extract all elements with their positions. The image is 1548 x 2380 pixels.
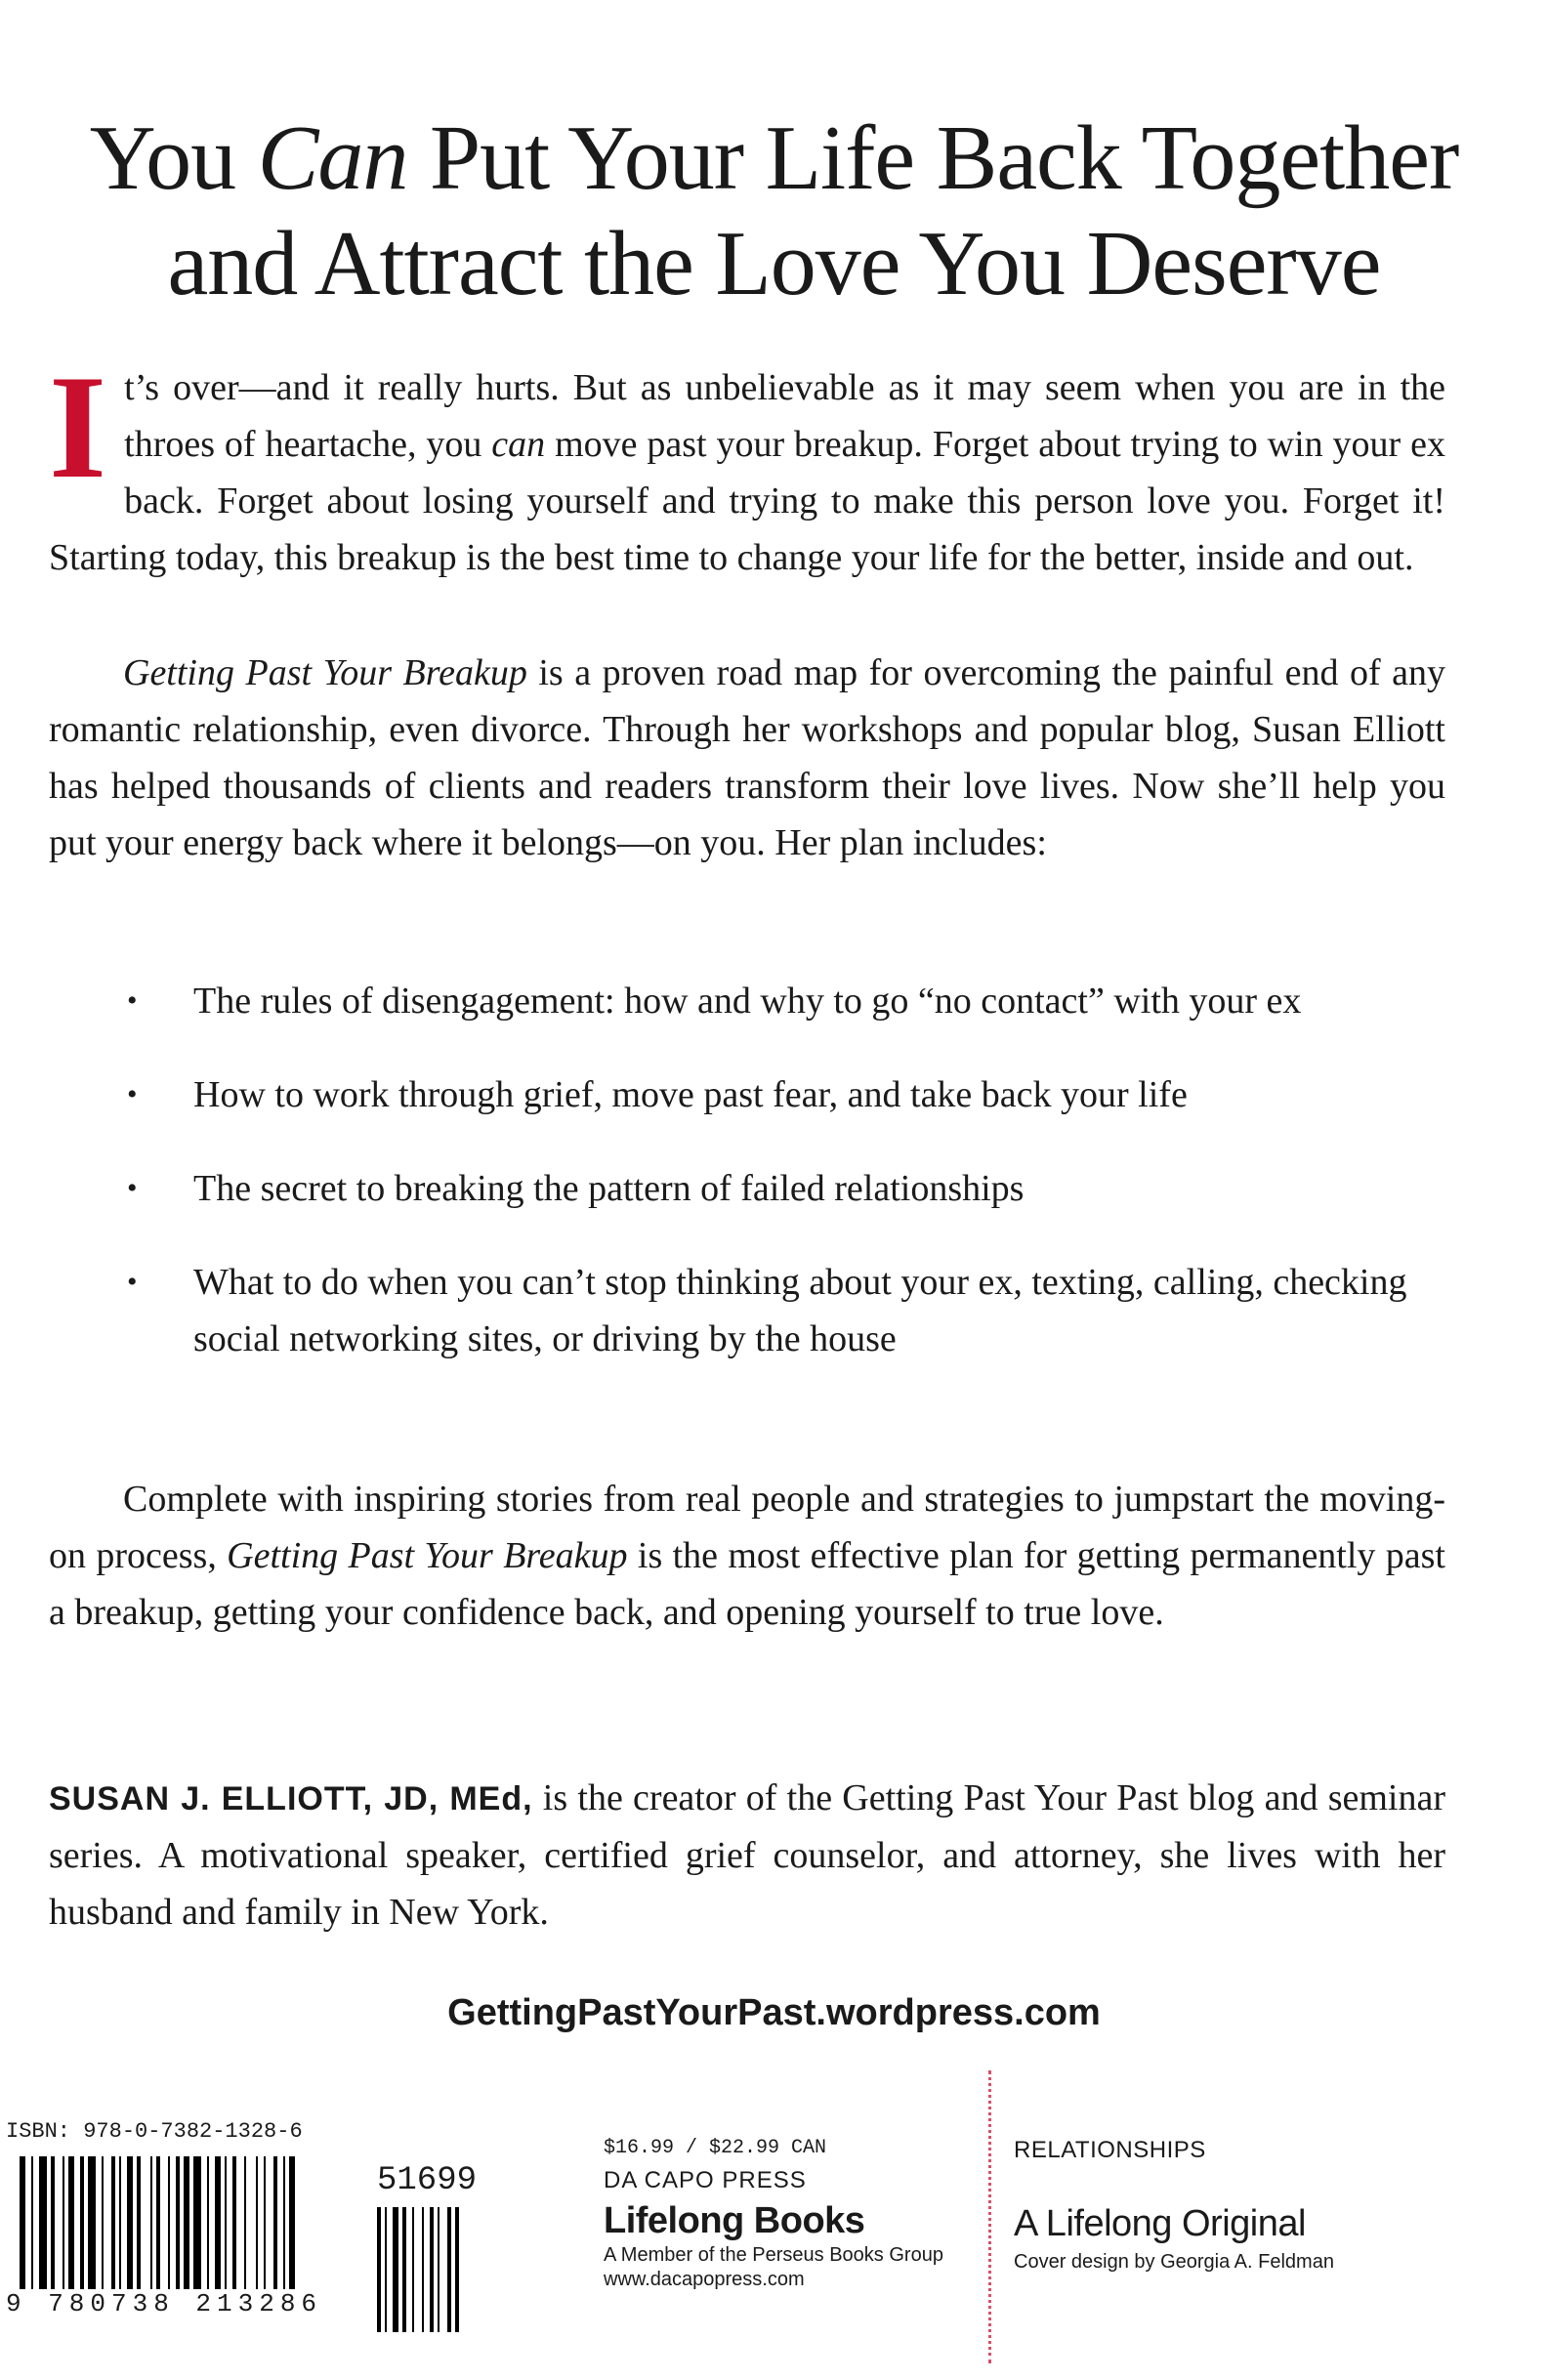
series-label: A Lifelong Original (1014, 2203, 1306, 2244)
publisher-block (604, 2137, 943, 2291)
headline (0, 105, 1548, 316)
headline-emphasis: Can (257, 107, 408, 209)
category-block (1014, 2137, 1334, 2274)
dotted-divider (988, 2070, 991, 2363)
barcode-block (0, 2119, 527, 2373)
cover-credit: Cover design by Georgia A. Feldman (1014, 2251, 1334, 2273)
imprint-name: Lifelong Books (604, 2200, 865, 2241)
barcode-price-code: 51699 (377, 2162, 478, 2199)
bullet-dot: • (127, 1078, 138, 1110)
publisher-name: DA CAPO PRESS (604, 2167, 807, 2193)
author-name: SUSAN J. ELLIOTT, JD, MEd, (49, 1780, 533, 1817)
book-title: Getting Past Your Breakup (227, 1535, 628, 1576)
price: $16.99 / $22.99 CAN (604, 2137, 827, 2159)
headline-line2: and Attract the Love You Deserve (167, 213, 1381, 314)
bullet-text: The rules of disengagement: how and why to go “no contact” with your ex (193, 981, 1302, 1022)
bullet-dot: • (127, 1266, 138, 1298)
publisher-group: A Member of the Perseus Books Group (604, 2244, 943, 2266)
bullet-item (117, 1160, 1426, 1217)
book-title: Getting Past Your Breakup (123, 652, 527, 693)
publisher-website[interactable]: www.dacapopress.com (604, 2269, 805, 2290)
isbn-label: ISBN: 978-0-7382-1328-6 (6, 2119, 303, 2144)
bullet-dot: • (127, 984, 138, 1017)
bullet-list (117, 973, 1426, 1404)
intro-paragraph: It’s over—and it really hurts. But as unbelievable as it may seem when you are in the throes of heartache, you can move past your breakup. Forget about trying to win your ex back. Forget about losing yourself and trying to make this person love you. Forget it! Starting today, this breakup is the best time to change your life for the better, inside and out. (49, 345, 1445, 578)
bullet-item (117, 1066, 1426, 1123)
barcode-digits: 9 780738 213286 (6, 2289, 323, 2318)
bullet-text: How to work through grief, move past fear, and take back your life (193, 1074, 1188, 1115)
headline-line1: You Can Put Your Life Back Together (89, 107, 1459, 209)
category-label: RELATIONSHIPS (1014, 2137, 1206, 2163)
website-link[interactable]: GettingPastYourPast.wordpress.com (447, 1992, 1101, 2033)
bullet-item (117, 973, 1426, 1029)
bullet-dot: • (127, 1172, 138, 1204)
bullet-item (117, 1254, 1426, 1367)
bullet-text: The secret to breaking the pattern of failed relationships (193, 1168, 1025, 1209)
bullet-text: What to do when you can’t stop thinking about your ex, texting, calling, checking social networking sites, or driving by the house (193, 1262, 1407, 1359)
description-paragraph: Getting Past Your Breakup is a proven road map for overcoming the painful end of any romantic relationship, even divorce. Through her workshops and popular blog, Susan Elliott has helped thousands of clients and readers transform their love lives. Now she’ll help you put your energy back where it belongs—on you. Her plan includes: (49, 652, 1446, 863)
author-bio: SUSAN J. ELLIOTT, JD, MEd, is the creator of the Getting Past Your Past blog and seminar series. A motivational speaker, certified grief counselor, and attorney, she lives with her husband and family in New York. (49, 1777, 1445, 1933)
closing-paragraph: Complete with inspiring stories from real people and strategies to jumpstart the moving-on process, Getting Past Your Breakup is the most effective plan for getting permanently past a breakup, getting your confidence back, and opening yourself to true love. (49, 1479, 1445, 1633)
drop-cap: I (49, 345, 107, 509)
